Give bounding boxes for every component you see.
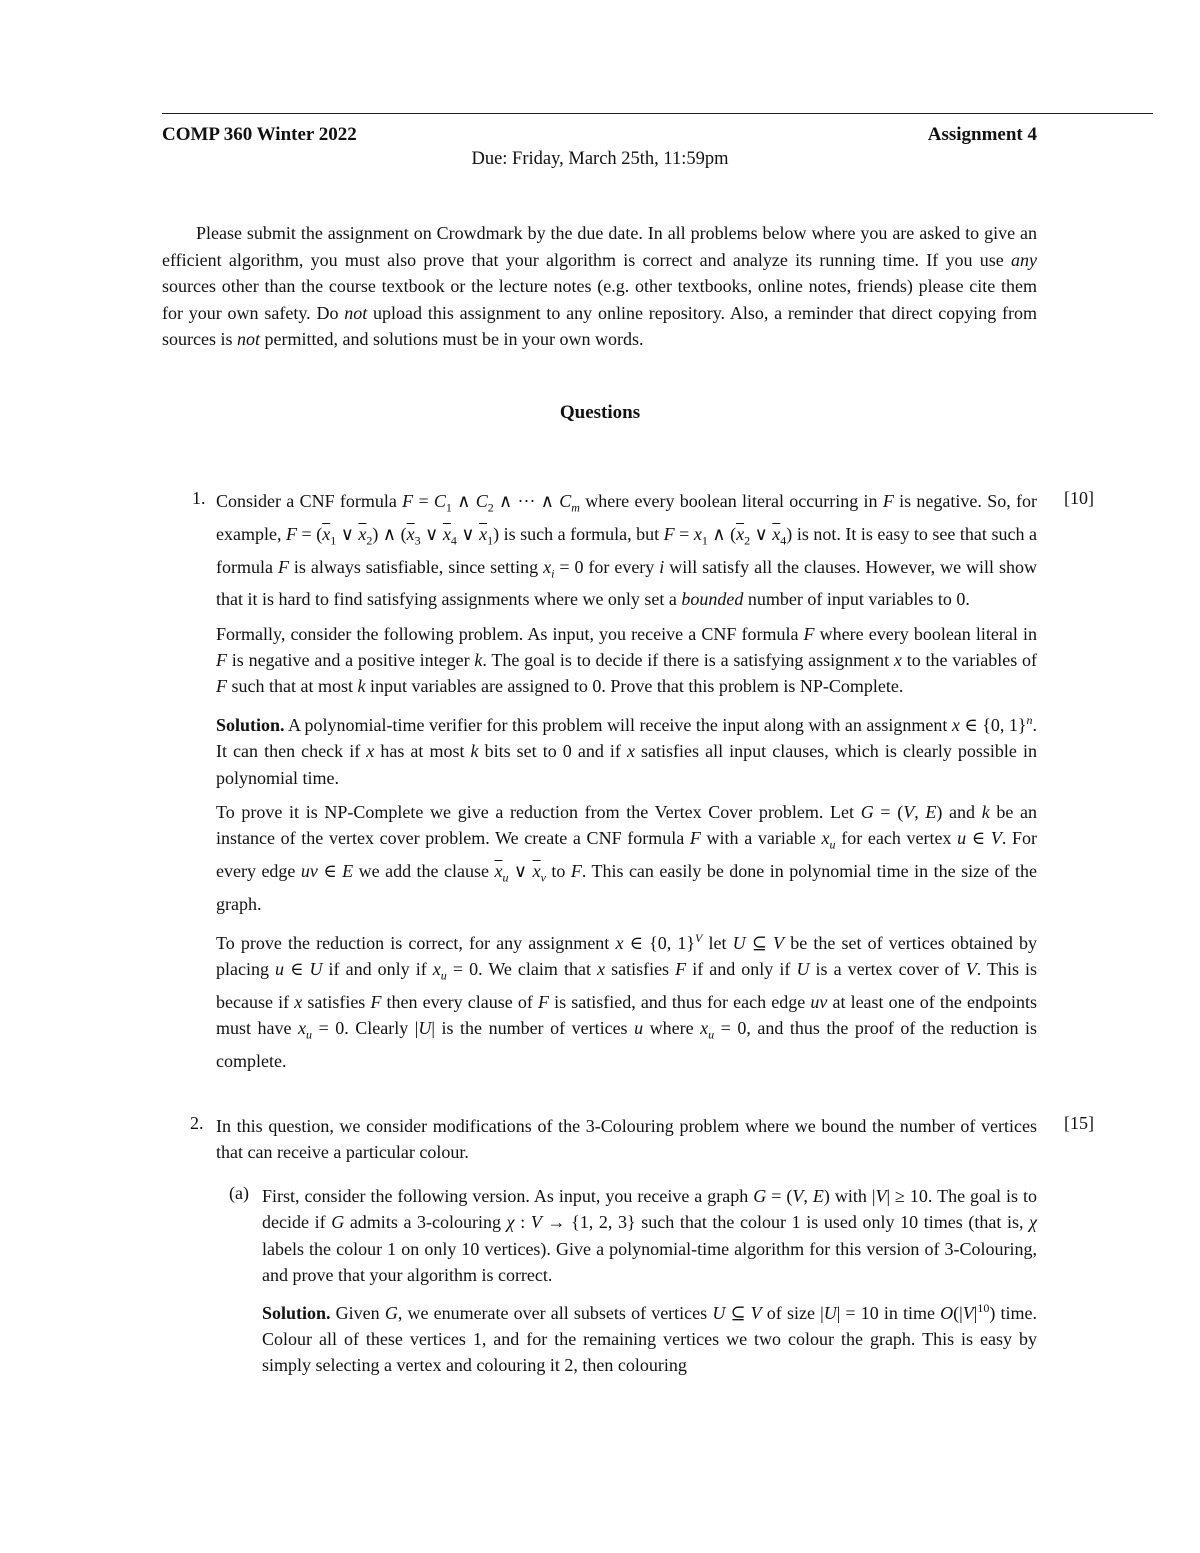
solution-label: Solution. [262, 1302, 331, 1323]
course-title: COMP 360 Winter 2022 [162, 124, 357, 145]
question-1-number: 1. [192, 488, 206, 508]
question-1-reduction: To prove it is NP-Complete we give a reduction from the Vertex Cover problem. Let G = (V, E) and k be an instance of the vertex cover problem. We create a CNF formula F with a variable $x_u$ for each vertex u ∈ V. For every edge uv ∈ E we add the clause $\overline{x}_u$ ∨ $\overline{x}_v$ to F. This can easily be done in polynomial time in the size of the graph. [216, 801, 1038, 914]
header-rule [162, 113, 1153, 114]
intro-emphasis-any: any [1011, 249, 1037, 270]
question-2-number: 2. [190, 1113, 204, 1133]
due-date: Due: Friday, March 25th, 11:59pm [471, 149, 729, 169]
intro-emphasis-not-2: not [237, 329, 261, 350]
question-1-correctness: To prove the reduction is correct, for any assignment x ∈ {0, 1}$^V$ let U ⊆ V be the set of vertices obtained by placing u ∈ U if and only if $x_u = 0$. We claim that x satisfies F if and only if U is a vertex cover of V. This is because if x satisfies F then every clause of F is satisfied, and thus for each edge uv at least one of the endpoints must have $x_u = 0$. Clearly |U| is the number of vertices u where $x_u = 0$, and thus the proof of the reduction is complete. [216, 930, 1038, 1071]
question-2a-body [262, 1183, 1037, 1385]
question-2-statement: In this question, we consider modifications of the 3-Colouring problem where we bound the number of vertices that can receive a particular colour. [216, 1116, 1037, 1163]
question-2a-solution: Solution. Given G, we enumerate over all subsets of vertices U ⊆ V of size |U| = 10 in time $O(|V|^{10})$ time. Colour all of these vertices 1, and for the remaining vertices we two colour the graph. This is easy by simply selecting a vertex and colouring it 2, then colouring [262, 1300, 1038, 1376]
question-1-body [216, 488, 1037, 1082]
assignment-title: Assignment 4 [927, 124, 1037, 145]
question-2-marks: [15] [1064, 1113, 1094, 1133]
intro-paragraph [162, 220, 1037, 353]
question-1-formal: Formally, consider the following problem. As input, you receive a CNF formula F where every boolean literal in F is negative and a positive integer k. The goal is to decide if there is a satisfying assignment x to the variables of F such that at most k input variables are assigned to 0. Prove that this problem is NP-Complete. [216, 623, 1037, 696]
solution-label: Solution. [216, 715, 285, 736]
intro-text-2: sources other than the course textbook or the lecture notes (e.g. other textbooks, online notes, friends) please cite them for your own safety. Do [162, 276, 1037, 323]
question-2a-statement: First, consider the following version. As input, you receive a graph G = (V, E) with |V| ≥ 10. The goal is to decide if G admits a 3-colouring χ : V → {1, 2, 3} such that the colour 1 is used only 10 times (that is, χ labels the colour 1 on only 10 vertices). Give a polynomial-time algorithm for this version of 3-Colouring, and prove that your algorithm is correct. [262, 1186, 1038, 1286]
question-1-solution: Solution. A polynomial-time verifier for this problem will receive the input along with an assignment x ∈ {0, 1}$^n$. It can then check if x has at most k bits set to 0 and if x satisfies all input clauses, which is clearly possible in polynomial time. [216, 713, 1037, 788]
intro-text-4: permitted, and solutions must be in your own words. [260, 329, 644, 350]
intro-text-3: upload this assignment to any online repository. Also, a reminder that direct copying from sources is [162, 302, 1037, 350]
question-2-body [216, 1113, 1037, 1173]
question-2a-label: (a) [229, 1183, 249, 1203]
intro-emphasis-not: not [344, 302, 368, 323]
intro-text-1: Please submit the assignment on Crowdmark by the due date. In all problems below where you are asked to give an efficient algorithm, you must also prove that your algorithm is correct and analyze its running time. If you use [162, 223, 1037, 270]
question-1-marks: [10] [1064, 488, 1094, 508]
questions-heading: Questions [559, 402, 641, 423]
question-1-statement: Consider a CNF formula $F = C_1$ ∧ $C_2$ ∧ ··· ∧ $C_m$ where every boolean literal occurring in F is negative. So, for example, $F = (\overline{x}_1$ ∨ $\overline{x}_2$) ∧ ($\overline{x}_3$ ∨ $\overline{x}_4$ ∨ $\overline{x}_1$) is such a formula, but $F = x_1$ ∧ ($\overline{x}_2$ ∨ $\overline{x}_4$) is not. It is easy to see that such a formula F is always satisfiable, since setting $x_i = 0$ for every i will satisfy all the clauses. However, we will show that it is hard to find satisfying assignments where we only set a bounded number of input variables to 0. [216, 491, 1038, 610]
